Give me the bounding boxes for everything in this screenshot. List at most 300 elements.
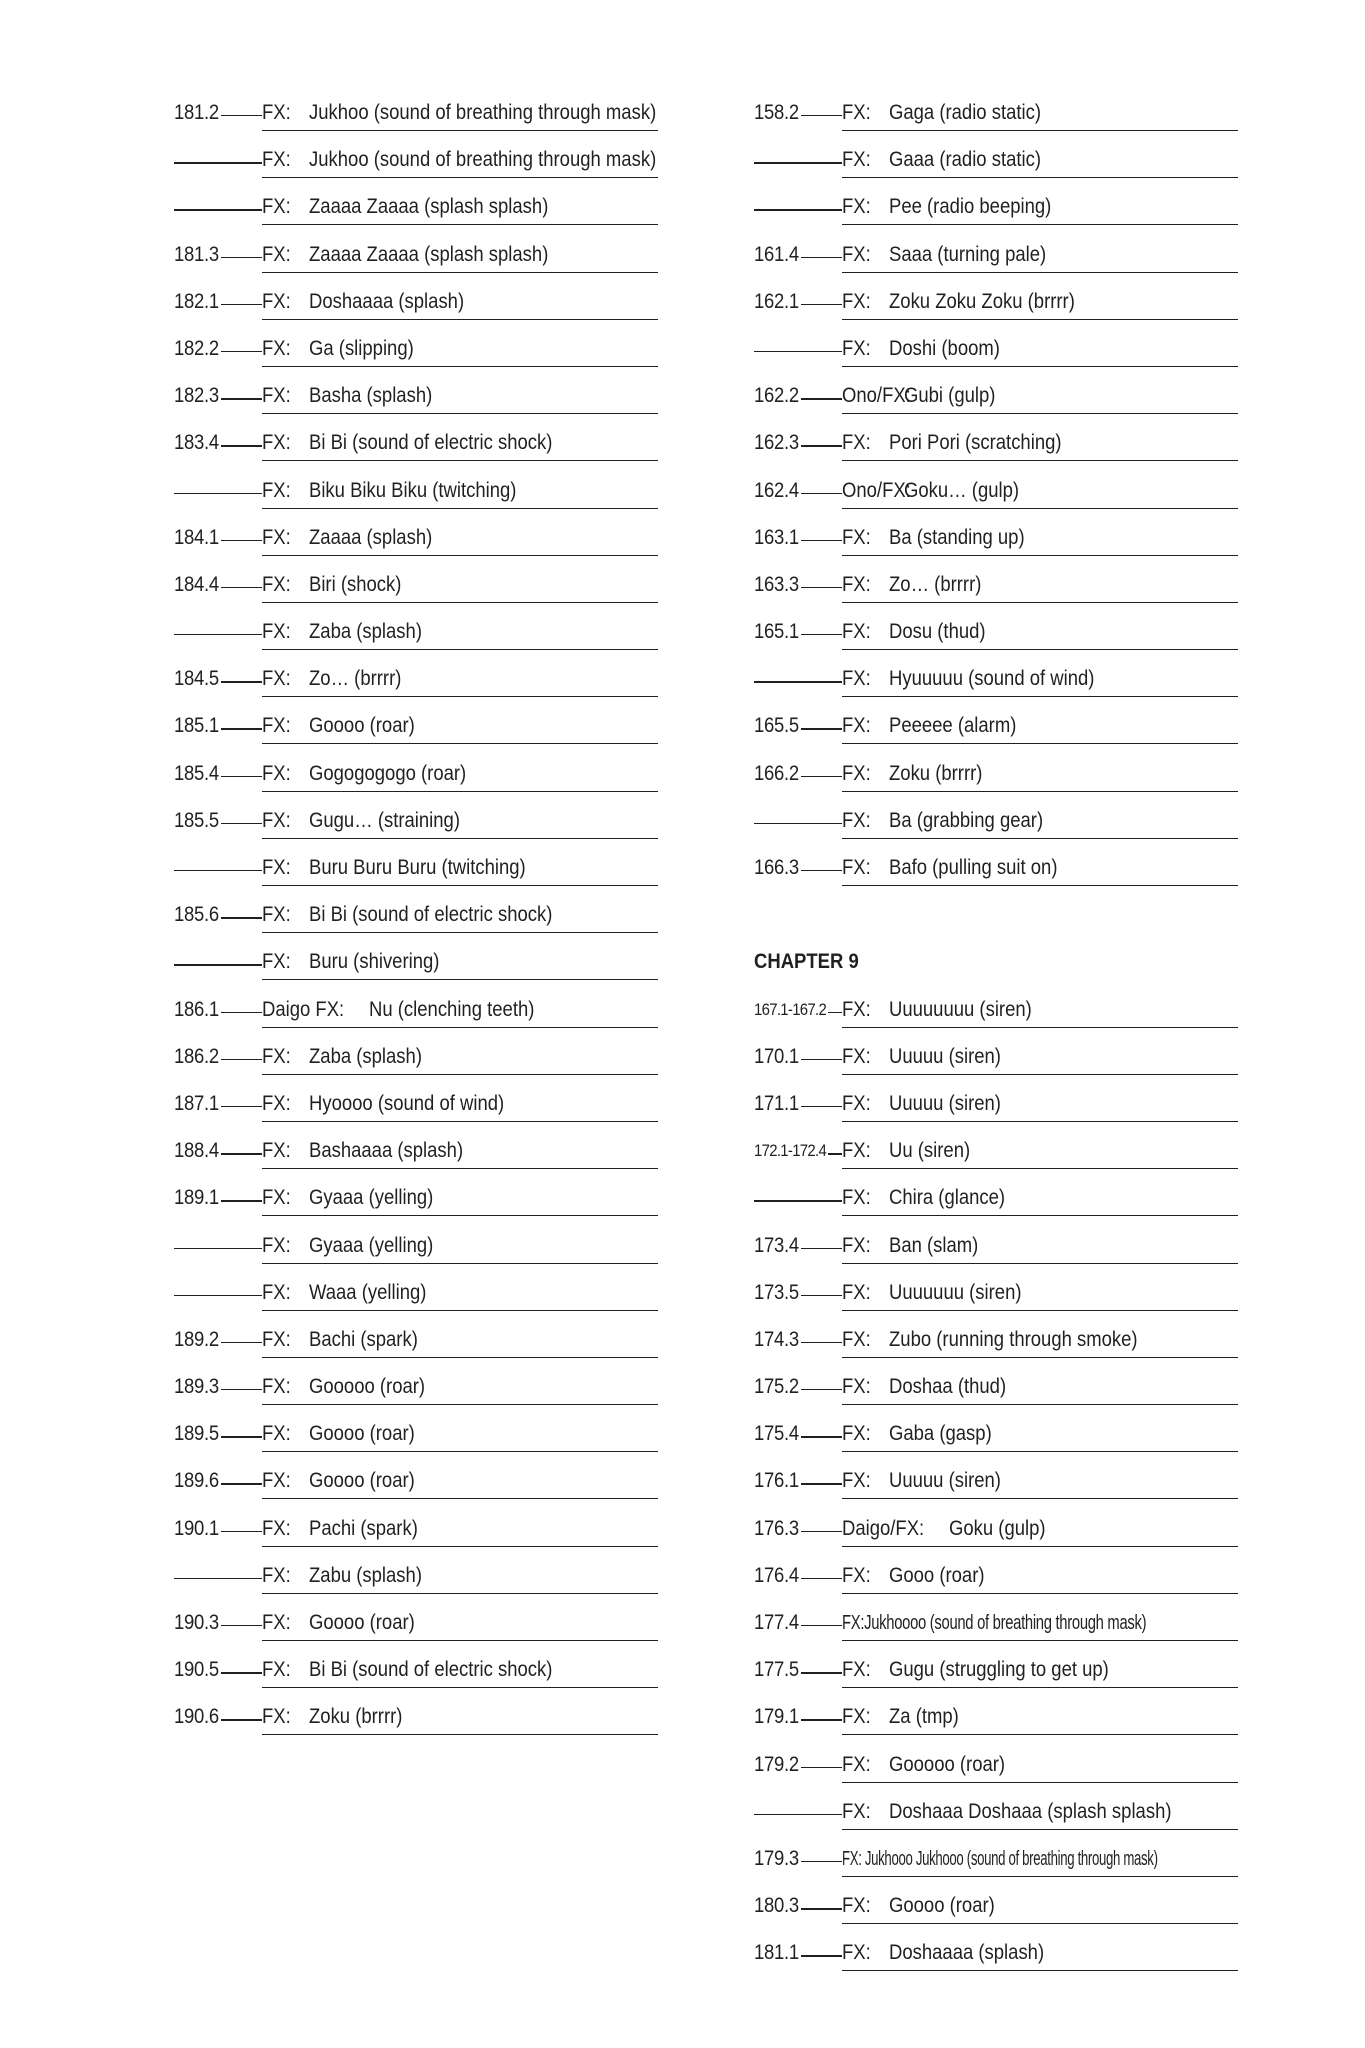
panel-number: 182.3 (174, 384, 219, 408)
panel-number: 189.1 (174, 1186, 219, 1210)
panel-number: 188.4 (174, 1139, 219, 1163)
leader-line (801, 1578, 842, 1579)
fx-translation: Za (tmp) (889, 1705, 959, 1729)
fx-translation: Bafo (pulling suit on) (889, 856, 1058, 879)
fx-entry-body (842, 1842, 1238, 1877)
fx-label: Ono/FX: (842, 478, 911, 502)
panel-number: 184.1 (174, 525, 219, 549)
leader-line (801, 257, 842, 258)
fx-entry-body (842, 238, 1238, 273)
fx-translation: Pachi (spark) (309, 1516, 418, 1540)
leader-line (828, 1153, 842, 1154)
leader-line (221, 304, 262, 305)
leader-line (221, 728, 262, 729)
leader-line (174, 964, 262, 965)
fx-translation: Saaa (turning pale) (889, 242, 1047, 266)
fx-entry-body (262, 662, 658, 697)
fx-entry (174, 1370, 734, 1417)
fx-translation: Buru (shivering) (309, 950, 440, 974)
panel-number: 163.1 (754, 525, 799, 549)
fx-entry (174, 190, 734, 237)
leader-line (801, 634, 842, 635)
fx-entry (754, 1606, 1314, 1653)
fx-entry (174, 662, 734, 709)
fx-entry-body (262, 1134, 658, 1169)
fx-label: FX: (842, 714, 871, 738)
fx-label: FX: (842, 1139, 871, 1163)
fx-entry (174, 1323, 734, 1370)
fx-label: FX: (842, 1469, 871, 1493)
fx-entry-body (262, 285, 658, 320)
fx-entry-body (262, 898, 658, 933)
panel-number: 183.4 (174, 431, 219, 455)
fx-entry-body (842, 1889, 1238, 1924)
panel-number: 190.6 (174, 1705, 219, 1729)
fx-entry-body (262, 379, 658, 414)
fx-entry-body (262, 1040, 658, 1075)
panel-number: 177.4 (754, 1611, 799, 1634)
panel-number: 185.4 (174, 761, 219, 785)
leader-line (754, 681, 842, 682)
fx-entry (174, 238, 734, 285)
fx-translation: Dosu (thud) (889, 620, 986, 644)
fx-entry (174, 851, 734, 898)
fx-translation: Goooo (roar) (309, 1611, 415, 1634)
leader-line (801, 115, 842, 116)
fx-entry-body (262, 238, 658, 273)
panel-number: 172.1-172.4 (754, 1141, 827, 1161)
panel-number: 176.4 (754, 1563, 799, 1587)
fx-label: FX: (262, 1705, 291, 1729)
fx-translation: Doshaaa Doshaaa (splash splash) (889, 1799, 1172, 1823)
fx-entry-body (262, 757, 658, 792)
panel-number: 190.5 (174, 1658, 219, 1682)
fx-label: FX: (842, 431, 871, 455)
fx-entry-body (842, 1370, 1238, 1405)
panel-number: 176.3 (754, 1516, 799, 1540)
fx-entry (174, 426, 734, 473)
panel-number: 176.1 (754, 1469, 799, 1493)
fx-entry-body (842, 1606, 1238, 1641)
fx-translation: Zaba (splash) (309, 1044, 422, 1068)
leader-line (221, 1059, 262, 1060)
fx-label: FX: (262, 808, 291, 832)
fx-label: FX: (262, 195, 291, 219)
fx-entry (754, 1087, 1314, 1134)
leader-line (801, 540, 842, 541)
fx-entry (174, 474, 734, 521)
right-column (754, 96, 1314, 1984)
fx-entry (754, 1370, 1314, 1417)
fx-translation: Zoku Zoku Zoku (brrrr) (889, 289, 1075, 313)
fx-entry (754, 474, 1314, 521)
leader-line (801, 1295, 842, 1296)
fx-label: FX: (842, 856, 871, 879)
fx-entry (174, 1653, 734, 1700)
fx-entry-body (262, 143, 658, 178)
panel-number: 162.3 (754, 431, 799, 455)
fx-entry-body (842, 1559, 1238, 1594)
fx-entry (174, 757, 734, 804)
fx-translation: Zaaaa (splash) (309, 525, 433, 549)
fx-label: Daigo/FX: (842, 1516, 925, 1540)
leader-line (754, 351, 842, 352)
panel-number: 190.1 (174, 1516, 219, 1540)
leader-line (221, 115, 262, 116)
fx-label: FX: (842, 1894, 871, 1918)
panel-number: 167.1-167.2 (754, 999, 827, 1019)
leader-line (221, 1483, 262, 1484)
fx-label: FX: (262, 620, 291, 644)
fx-translation: Zaaaa Zaaaa (splash splash) (309, 195, 549, 219)
leader-line (801, 587, 842, 588)
fx-entry (754, 851, 1314, 898)
fx-entry (754, 615, 1314, 662)
panel-number: 181.3 (174, 242, 219, 266)
leader-line (174, 634, 262, 635)
fx-entry (174, 1276, 734, 1323)
fx-entry (174, 804, 734, 851)
panel-number: 163.3 (754, 572, 799, 596)
fx-entry (754, 1276, 1314, 1323)
fx-translation: Doshaaaa (splash) (889, 1941, 1045, 1965)
leader-line (221, 1106, 262, 1107)
leader-line (828, 1012, 842, 1013)
fx-label: FX: (262, 572, 291, 596)
fx-translation: Pori Pori (scratching) (889, 431, 1062, 455)
fx-label: FX: (842, 1752, 871, 1776)
fx-entry-body (262, 1559, 658, 1594)
fx-entry-body (842, 1417, 1238, 1452)
panel-number: 179.2 (754, 1752, 799, 1776)
panel-number: 184.5 (174, 667, 219, 691)
fx-entry-body (842, 332, 1238, 367)
fx-entry-body (262, 1512, 658, 1547)
fx-entry (754, 1842, 1314, 1889)
fx-translation: Buru Buru Buru (twitching) (309, 856, 526, 879)
fx-label: FX: (842, 525, 871, 549)
leader-line (801, 1106, 842, 1107)
panel-number: 162.1 (754, 289, 799, 313)
panel-number: 189.5 (174, 1422, 219, 1446)
panel-number: 175.4 (754, 1422, 799, 1446)
fx-entry (174, 709, 734, 756)
leader-line (801, 1625, 842, 1626)
fx-label: FX: (842, 572, 871, 596)
fx-entry (754, 662, 1314, 709)
fx-label: FX: (262, 478, 291, 502)
fx-label: FX: (842, 667, 871, 691)
fx-translation: Gogogogogo (roar) (309, 761, 467, 785)
leader-line (801, 728, 842, 729)
leader-line (174, 162, 262, 163)
fx-translation: Goooo (roar) (309, 1469, 415, 1493)
panel-number: 180.3 (754, 1894, 799, 1918)
fx-entry-body (842, 521, 1238, 556)
fx-entry-body (842, 1464, 1238, 1499)
fx-label: FX: (262, 289, 291, 313)
fx-entry (174, 1040, 734, 1087)
fx-label: FX: (842, 620, 871, 644)
fx-label: FX: (262, 525, 291, 549)
fx-entry (754, 285, 1314, 332)
leader-line (221, 1389, 262, 1390)
fx-translation: Hyoooo (sound of wind) (309, 1091, 505, 1115)
fx-translation: Goku… (gulp) (904, 478, 1020, 502)
leader-line (174, 209, 262, 210)
fx-entry-body (262, 615, 658, 650)
panel-number: 189.6 (174, 1469, 219, 1493)
fx-translation: Goooo (roar) (309, 1422, 415, 1446)
leader-line (754, 1200, 842, 1201)
fx-entry-body (842, 804, 1238, 839)
fx-label: FX: (262, 1375, 291, 1399)
fx-entry-body (842, 851, 1238, 886)
fx-entry-body (842, 285, 1238, 320)
leader-line (174, 1248, 262, 1249)
panel-number: 175.2 (754, 1375, 799, 1399)
fx-entry (754, 1464, 1314, 1511)
fx-entry-body (842, 426, 1238, 461)
fx-label: FX: (842, 195, 871, 219)
fx-entry-body (262, 521, 658, 556)
fx-label: FX: (842, 1799, 871, 1823)
fx-entry (754, 1040, 1314, 1087)
fx-translation: Bi Bi (sound of electric shock) (309, 1658, 553, 1682)
fx-entry-body (262, 1606, 658, 1641)
fx-entry (174, 1229, 734, 1276)
leader-line (174, 1578, 262, 1579)
fx-translation: Gyaaa (yelling) (309, 1186, 434, 1210)
leader-line (221, 445, 262, 446)
section-spacer (754, 898, 1314, 945)
fx-label: FX: (262, 1611, 291, 1634)
panel-number: 182.2 (174, 336, 219, 360)
leader-line (801, 1389, 842, 1390)
fx-entry (174, 1606, 734, 1653)
fx-entry (174, 1559, 734, 1606)
fx-translation: Uuuuu (siren) (889, 1091, 1001, 1115)
panel-number: 186.2 (174, 1044, 219, 1068)
fx-translation: Zoku (brrrr) (309, 1705, 403, 1729)
leader-line (221, 398, 262, 399)
fx-entry (754, 521, 1314, 568)
fx-label: FX: (842, 761, 871, 785)
fx-entry (174, 1087, 734, 1134)
panel-number: 170.1 (754, 1044, 799, 1068)
fx-translation: Uuuuu (siren) (889, 1469, 1001, 1493)
fx-entry (174, 568, 734, 615)
fx-label: FX: (262, 761, 291, 785)
fx-translation: Goooo (roar) (889, 1894, 995, 1918)
fx-entry-body (842, 568, 1238, 603)
fx-entry (754, 1700, 1314, 1747)
fx-label: FX: (842, 1375, 871, 1399)
panel-number: 177.5 (754, 1658, 799, 1682)
fx-entry (174, 96, 734, 143)
fx-translation: Hyuuuuu (sound of wind) (889, 667, 1095, 691)
fx-entry-body (262, 993, 658, 1028)
fx-translation: Gooooo (roar) (309, 1375, 426, 1399)
panel-number: 173.4 (754, 1233, 799, 1257)
fx-label: Ono/FX: (842, 384, 911, 408)
fx-label: FX: (842, 1044, 871, 1068)
panel-number: 173.5 (754, 1280, 799, 1304)
fx-label: FX: (842, 1327, 871, 1351)
fx-entry (174, 1181, 734, 1228)
fx-translation: Goooo (roar) (309, 714, 415, 738)
fx-label: FX: (842, 242, 871, 266)
fx-label: FX: (262, 1516, 291, 1540)
fx-entry-body (262, 190, 658, 225)
leader-line (801, 1719, 842, 1720)
fx-translation: Doshi (boom) (889, 336, 1000, 360)
fx-translation: Zaaaa Zaaaa (splash splash) (309, 242, 549, 266)
leader-line (174, 493, 262, 494)
fx-label: FX: (262, 1563, 291, 1587)
fx-label: FX:Jukhoooo (sound of breathing through mask) (842, 1612, 1147, 1634)
fx-label: FX: (842, 1186, 871, 1210)
leader-line (221, 587, 262, 588)
fx-label: FX: (262, 903, 291, 927)
leader-line (801, 398, 842, 399)
panel-number: 162.4 (754, 478, 799, 502)
fx-translation: Ba (standing up) (889, 525, 1025, 549)
leader-line (801, 1436, 842, 1437)
fx-translation: Zaba (splash) (309, 620, 422, 644)
fx-translation: Basha (splash) (309, 384, 433, 408)
fx-entry (174, 1134, 734, 1181)
fx-label: FX: (842, 1563, 871, 1587)
fx-entry (754, 709, 1314, 756)
fx-translation: Waaa (yelling) (309, 1280, 427, 1304)
fx-entry (754, 96, 1314, 143)
fx-label: FX: (262, 1469, 291, 1493)
fx-label: FX: (262, 148, 291, 172)
fx-translation: Ga (slipping) (309, 336, 414, 360)
fx-translation: Gugu (struggling to get up) (889, 1658, 1109, 1682)
fx-entry (754, 143, 1314, 190)
fx-entry-body (262, 568, 658, 603)
fx-entry-body (842, 1700, 1238, 1735)
panel-number: 189.3 (174, 1375, 219, 1399)
fx-translation: Biri (shock) (309, 572, 402, 596)
fx-translation: Jukhoo (sound of breathing through mask) (309, 101, 657, 124)
fx-entry (754, 1512, 1314, 1559)
fx-entry (754, 1323, 1314, 1370)
leader-line (801, 1059, 842, 1060)
fx-entry (754, 426, 1314, 473)
fx-entry-body (262, 474, 658, 509)
fx-entry-body (262, 1323, 658, 1358)
leader-line (221, 1153, 262, 1154)
fx-label: FX: (262, 384, 291, 408)
fx-entry (754, 1229, 1314, 1276)
fx-entry-body (262, 1370, 658, 1405)
fx-entry-body (842, 1323, 1238, 1358)
panel-number: 174.3 (754, 1327, 799, 1351)
fx-entry-body (842, 379, 1238, 414)
fx-label: FX: (842, 1280, 871, 1304)
fx-label: FX: (262, 1091, 291, 1115)
fx-translation: Ba (grabbing gear) (889, 808, 1044, 832)
fx-translation: Zubo (running through smoke) (889, 1327, 1138, 1351)
leader-line (221, 1012, 262, 1013)
fx-label: FX: (262, 714, 291, 738)
fx-entry (754, 190, 1314, 237)
fx-label: FX: (842, 1233, 871, 1257)
fx-label: FX: (842, 1422, 871, 1446)
fx-label: FX: (842, 808, 871, 832)
panel-number: 181.2 (174, 101, 219, 124)
panel-number: 179.3 (754, 1846, 799, 1870)
fx-entry (174, 898, 734, 945)
leader-line (221, 1672, 262, 1673)
fx-translation: Uuuuuuu (siren) (889, 1280, 1022, 1304)
leader-line (801, 493, 842, 494)
fx-entry (754, 804, 1314, 851)
leader-line (754, 1814, 842, 1815)
fx-entry (754, 1936, 1314, 1983)
fx-entry (174, 945, 734, 992)
fx-entry-body (842, 1653, 1238, 1688)
fx-label: FX: (262, 242, 291, 266)
fx-translation: Uu (siren) (889, 1139, 971, 1163)
fx-label: FX: (842, 997, 871, 1021)
fx-translation: Chira (glance) (889, 1186, 1006, 1210)
fx-entry (754, 1889, 1314, 1936)
leader-line (754, 823, 842, 824)
fx-translation: Nu (clenching teeth) (369, 997, 535, 1021)
fx-label: FX: (842, 148, 871, 172)
fx-translation: Uuuuuuuu (siren) (889, 997, 1032, 1021)
fx-label: FX: (262, 1186, 291, 1210)
fx-translation: Gyaaa (yelling) (309, 1233, 434, 1257)
fx-entry-body (842, 1276, 1238, 1311)
panel-number: 161.4 (754, 242, 799, 266)
fx-entry-body (842, 1040, 1238, 1075)
fx-entry-body (262, 851, 658, 886)
fx-entry (174, 285, 734, 332)
leader-line (221, 1200, 262, 1201)
fx-translation: Doshaaaa (splash) (309, 289, 465, 313)
leader-line (221, 917, 262, 918)
fx-entry-body (842, 615, 1238, 650)
fx-entry-body (842, 1181, 1238, 1216)
fx-translation: Gaaa (radio static) (889, 148, 1042, 172)
fx-label: FX: (262, 1139, 291, 1163)
leader-line (221, 1342, 262, 1343)
fx-entry (754, 379, 1314, 426)
fx-translation: Zoku (brrrr) (889, 761, 983, 785)
leader-line (221, 776, 262, 777)
fx-translation: Gooooo (roar) (889, 1752, 1006, 1776)
fx-entry (174, 615, 734, 662)
fx-entry (754, 1134, 1314, 1181)
leader-line (801, 1767, 842, 1768)
fx-entry (754, 238, 1314, 285)
panel-number: 162.2 (754, 384, 799, 408)
panel-number: 165.1 (754, 620, 799, 644)
fx-entry-body (842, 757, 1238, 792)
fx-translation: Gubi (gulp) (904, 384, 996, 408)
panel-number: 185.6 (174, 903, 219, 927)
leader-line (801, 1908, 842, 1909)
fx-entry-body (842, 993, 1238, 1028)
fx-label: FX: (842, 336, 871, 360)
panel-number: 166.2 (754, 761, 799, 785)
left-column (174, 96, 734, 1748)
